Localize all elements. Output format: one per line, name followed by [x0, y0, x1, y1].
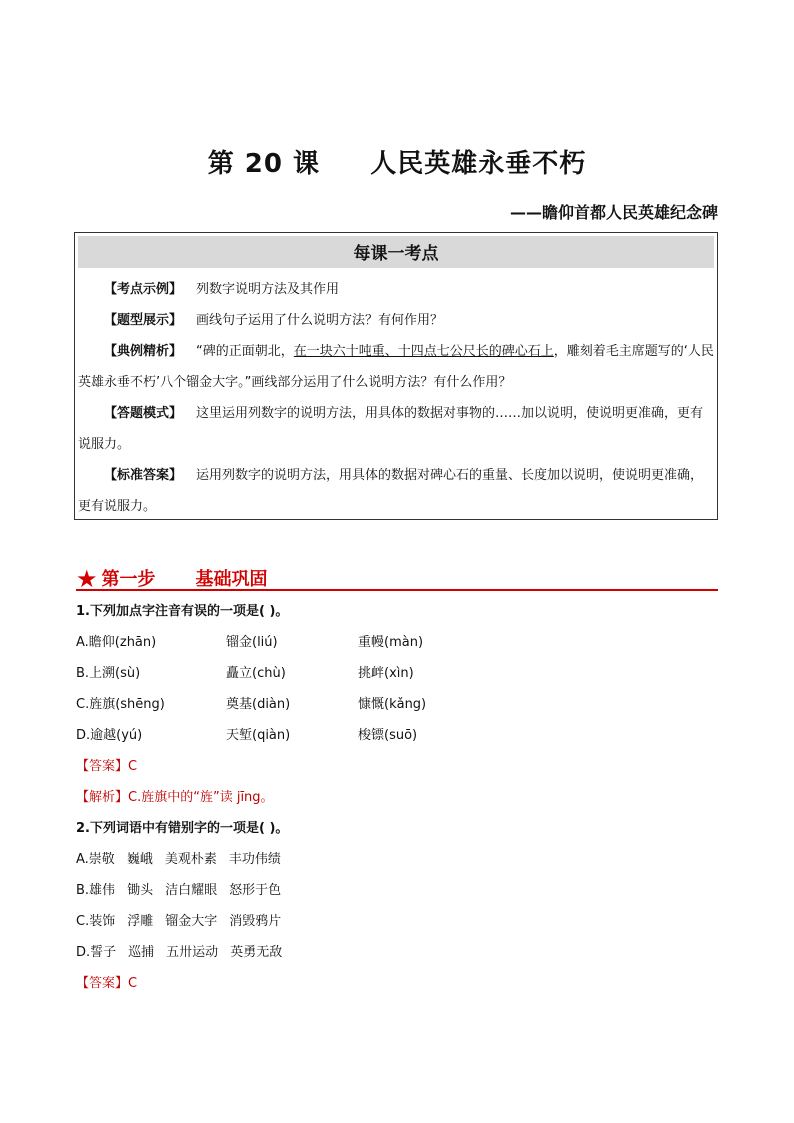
option-row	[76, 662, 718, 693]
item-tag: 【题型展示】	[104, 313, 183, 328]
item-text: 运用列数字的说明方法，用具体的数据对碑心石的重量、长度加以说明，使说明更准确，更有说服力。	[78, 468, 704, 514]
option-word: 锄头	[127, 883, 154, 898]
step-one-heading	[76, 563, 718, 591]
answer-value: C	[128, 759, 138, 774]
analysis-text: C.旌旗中的“旌”读 jīng。	[128, 790, 274, 805]
question-type	[78, 305, 714, 336]
question-2: 2.下列词语中有错别字的一项是( )。	[76, 821, 289, 836]
analysis-label: 【解析】	[76, 790, 129, 805]
option-word: C.装饰	[76, 914, 116, 929]
option-item: 慷慨(kǎng)	[358, 697, 427, 712]
item-text-post: ，雕刻着毛主席题写的‘人民英雄永垂不朽’八个镏金大字。”画线部分运用了什么说明方法？有什么作用？	[78, 344, 714, 390]
answer-label: 【答案】	[76, 759, 129, 774]
item-text-pre: “碑的正面朝北，	[196, 344, 294, 359]
option-word: 巍峨	[126, 852, 153, 867]
option-row	[76, 848, 718, 879]
step-label: 第一步	[101, 569, 156, 590]
item-tag: 【典例精析】	[104, 344, 183, 359]
item-tag: 【考点示例】	[104, 282, 183, 297]
option-word: 洁白耀眼	[165, 883, 218, 898]
answer-line	[76, 972, 718, 1003]
option-item: A.瞻仰(zhān)	[76, 635, 157, 650]
option-item: 重幔(màn)	[358, 635, 424, 650]
item-text: 这里运用列数字的说明方法，用具体的数据对事物的……加以说明，使说明更准确，更有说服力。	[78, 406, 704, 452]
option-item: D.逾越(yú)	[76, 728, 143, 743]
option-item: 镏金(liú)	[226, 635, 278, 650]
option-row	[76, 693, 718, 724]
step-topic: 基础巩固	[195, 569, 268, 590]
answer-line	[76, 755, 718, 786]
option-word: D.誓子	[76, 945, 117, 960]
key-point-box	[74, 232, 718, 520]
option-item: 天堑(qiàn)	[226, 728, 291, 743]
option-word: 五卅运动	[166, 945, 219, 960]
analysis-line	[76, 786, 718, 817]
question-1: 1.下列加点字注音有误的一项是( )。	[76, 604, 289, 619]
star-icon: ★	[76, 565, 98, 593]
lesson-subtitle: ——瞻仰首都人民英雄纪念碑	[509, 203, 718, 222]
option-row	[76, 910, 718, 941]
item-text: 画线句子运用了什么说明方法？有何作用？	[196, 313, 444, 328]
option-word: 消毁鸦片	[229, 914, 282, 929]
option-item: C.旌旗(shēng)	[76, 697, 165, 712]
option-row	[76, 724, 718, 755]
lesson-title: 第 20 课 人民英雄永垂不朽	[207, 149, 587, 179]
option-word: 英勇无敌	[230, 945, 283, 960]
key-point-heading: 每课一考点	[78, 236, 714, 268]
option-row	[76, 631, 718, 662]
option-item: 梭镖(suō)	[358, 728, 418, 743]
item-tag: 【标准答案】	[104, 468, 183, 483]
key-point-example	[78, 274, 714, 305]
option-word: 丰功伟绩	[228, 852, 281, 867]
option-item: 矗立(chù)	[226, 666, 286, 681]
answer-label: 【答案】	[76, 976, 129, 991]
option-item: 奠基(diàn)	[226, 697, 291, 712]
option-row	[76, 941, 718, 972]
underlined-sentence: 在一块六十吨重、十四点七公尺长的碑心石上	[293, 344, 554, 359]
answer-pattern	[78, 398, 714, 460]
option-word: 怒形于色	[229, 883, 282, 898]
option-item: 挑衅(xìn)	[358, 666, 414, 681]
option-word: 巡捕	[128, 945, 155, 960]
option-word: B.雄伟	[76, 883, 116, 898]
item-text: 列数字说明方法及其作用	[196, 282, 340, 297]
option-row	[76, 879, 718, 910]
option-word: 镏金大字	[165, 914, 218, 929]
option-word: 浮雕	[127, 914, 154, 929]
item-tag: 【答题模式】	[104, 406, 183, 421]
option-word: 美观朴素	[164, 852, 217, 867]
option-item: B.上溯(sù)	[76, 666, 141, 681]
option-word: A.崇敬	[76, 852, 115, 867]
standard-answer	[78, 460, 714, 522]
answer-value: C	[128, 976, 138, 991]
key-point-body	[75, 268, 717, 522]
example-analysis	[78, 336, 714, 398]
exercise-content	[76, 600, 718, 1003]
